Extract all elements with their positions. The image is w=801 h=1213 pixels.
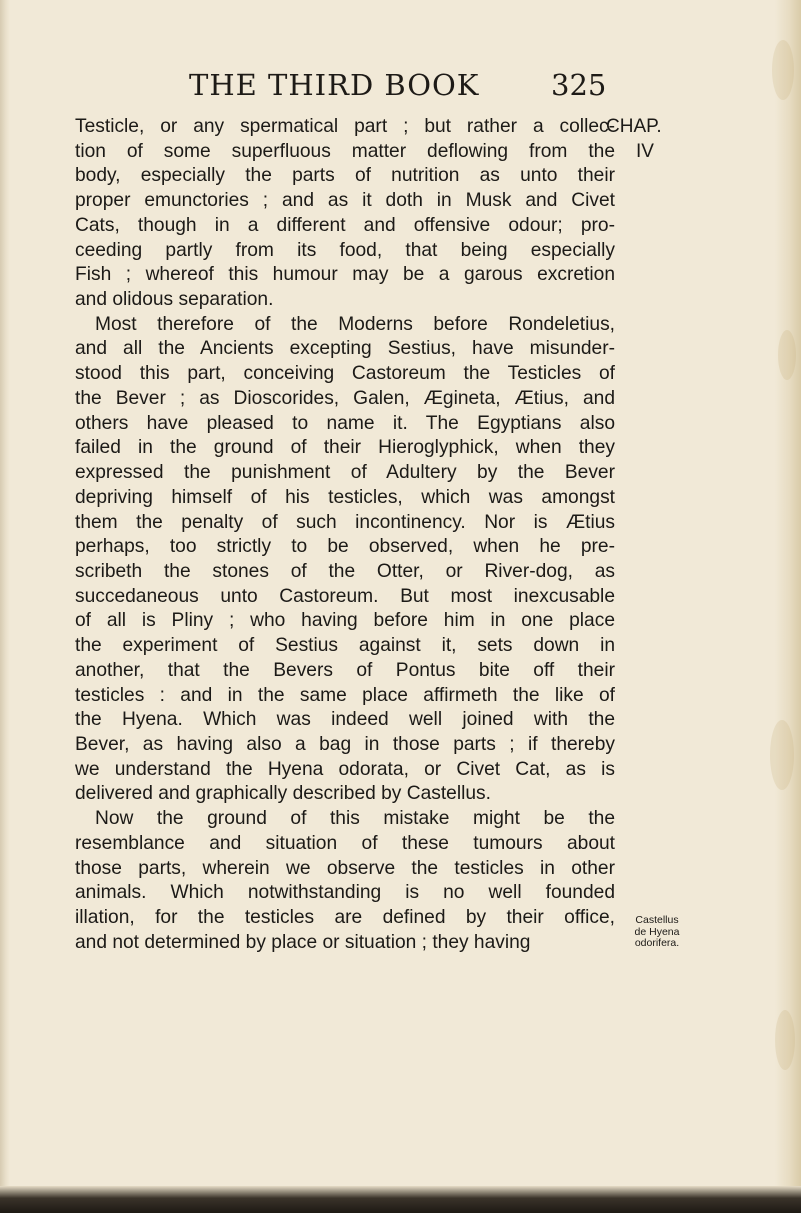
text-line: scribeth the stones of the Otter, or River-dog, as	[75, 560, 615, 582]
text-line: others have pleased to name it. The Egyptians also	[75, 412, 615, 434]
text-line: Fish ; whereof this humour may be a garous excretion	[75, 264, 615, 286]
text-line: illation, for the testicles are defined by their office,	[75, 907, 615, 928]
text-line: Bever, as having also a bag in those parts ; if thereby	[75, 733, 615, 755]
text-line: we understand the Hyena odorata, or Civet Cat, as is	[75, 758, 615, 780]
margin-note-line: Castellus	[635, 914, 679, 926]
page-number: 325	[551, 68, 607, 102]
text-line: and olidous separation.	[75, 289, 274, 311]
paper-stain	[770, 720, 794, 790]
text-line: tion of some superfluous matter deflowing from the	[75, 140, 615, 162]
margin-note-line: de Hyena	[634, 925, 680, 938]
text-line: testicles : and in the same place affirmeth the like of	[75, 684, 615, 706]
text-line: Now the ground of this mistake might be the	[95, 808, 615, 830]
running-head: THE THIRD BOOK	[189, 68, 480, 102]
text-line: and all the Ancients excepting Sestius, have misunder-	[75, 338, 615, 360]
text-line: body, especially the parts of nutrition as unto their	[75, 165, 615, 187]
paper-stain	[775, 1010, 795, 1070]
text-line: another, that the Bevers of Pontus bite off their	[75, 659, 615, 681]
text-line: failed in the ground of their Hieroglyphick, when they	[75, 437, 615, 459]
text-line: the Hyena. Which was indeed well joined with the	[75, 709, 615, 731]
page-header	[0, 68, 801, 108]
text-line: them the penalty of such incontinency. Nor is Ætius	[75, 511, 615, 533]
text-line: expressed the punishment of Adultery by the Bever	[75, 462, 615, 484]
text-line: Cats, though in a different and offensive odour; pro-	[75, 214, 615, 236]
body-text	[75, 115, 615, 955]
text-line: ceeding partly from its food, that being especially	[75, 239, 615, 261]
text-line: animals. Which notwithstanding is no well founded	[75, 882, 615, 904]
chapter-number: IV	[636, 140, 654, 162]
text-line: proper emunctories ; and as it doth in Musk and Civet	[75, 190, 615, 212]
text-line: the Bever ; as Dioscorides, Galen, Ægineta, Ætius, and	[75, 387, 615, 409]
text-line: resemblance and situation of these tumours about	[75, 832, 615, 854]
text-line: stood this part, conceiving Castoreum the Testicles of	[75, 363, 615, 385]
binding-edge	[0, 0, 10, 1213]
scan-bottom-edge	[0, 1186, 801, 1213]
text-line: depriving himself of his testicles, which was amongst	[75, 486, 615, 508]
text-line: of all is Pliny ; who having before him in one place	[75, 610, 615, 632]
text-line: and not determined by place or situation ; they having	[75, 931, 531, 953]
text-line: delivered and graphically described by Castellus.	[75, 783, 491, 805]
text-line: Testicle, or any spermatical part ; but rather a collec-	[75, 116, 615, 137]
chapter-label: CHAP.	[606, 116, 662, 137]
margin-note	[622, 915, 692, 950]
text-line: the experiment of Sestius against it, sets down in	[75, 635, 615, 657]
text-line: perhaps, too strictly to be observed, when he pre-	[75, 536, 615, 558]
text-line: succedaneous unto Castoreum. But most inexcusable	[75, 585, 615, 607]
margin-note-line: odorifera.	[634, 937, 680, 949]
paper-stain	[778, 330, 796, 380]
text-line: Most therefore of the Moderns before Rondeletius,	[95, 313, 615, 335]
text-line: those parts, wherein we observe the testicles in other	[75, 857, 615, 879]
